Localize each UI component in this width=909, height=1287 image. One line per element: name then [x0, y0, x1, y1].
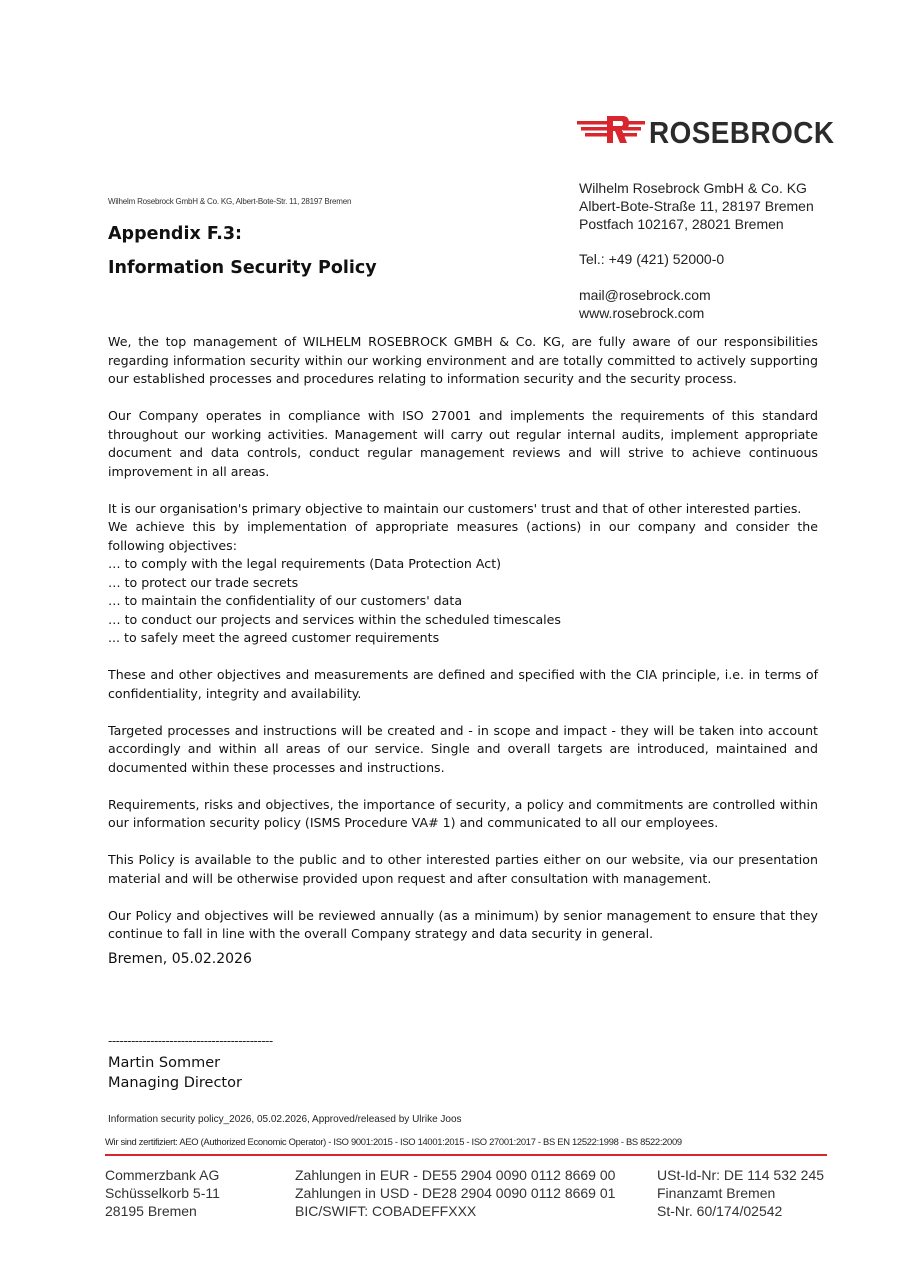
signature-block — [108, 1053, 242, 1093]
footer-bank-street: Schüsselkorb 5-11 — [105, 1185, 220, 1201]
rosebrock-wings-r-icon — [577, 113, 645, 153]
footer-bank — [105, 1166, 220, 1220]
brand-wordmark: ROSEBROCK — [649, 115, 835, 150]
footer-iban-usd: Zahlungen in USD - DE28 2904 0090 0112 8669 01 — [295, 1185, 616, 1201]
paragraph-processes: Targeted processes and instructions will be created and - in scope and impact - they will be taken into account accordingly and within all areas of our service. Single and overall targets are introduced, maintained and documented within these processes and instructions. — [108, 722, 818, 775]
address-street: Albert-Bote-Straße 11, 28197 Bremen — [579, 198, 814, 214]
footer-bic: BIC/SWIFT: COBADEFFXXX — [295, 1203, 477, 1219]
page-title-appendix: Appendix F.3: — [108, 224, 243, 244]
address-block — [579, 179, 814, 322]
objectives-list — [108, 555, 818, 648]
document-reference: Information security policy_2026, 05.02.2026, Approved/released by Ulrike Joos — [108, 1114, 462, 1125]
paragraph-cia: These and other objectives and measurements are defined and specified with the CIA principle, i.e. in terms of confidentiality, integrity and availability. — [108, 667, 818, 701]
footer-divider — [105, 1154, 827, 1156]
footer-bank-city: 28195 Bremen — [105, 1203, 197, 1219]
address-pobox: Postfach 102167, 28021 Bremen — [579, 216, 784, 232]
paragraph-commitment: We, the top management of WILHELM ROSEBROCK GMBH & Co. KG, are fully aware of our responsibilities regarding information security within our working environment and are totally committed to actively supporting our established processes and procedures relating to information security and the security process. — [108, 334, 818, 386]
address-company: Wilhelm Rosebrock GmbH & Co. KG — [579, 180, 807, 196]
paragraph-iso: Our Company operates in compliance with ISO 27001 and implements the requirements of this standard throughout our working activities. Management will carry out regular internal audits, implement appropriate document and data controls, conduct regular management reviews and will strive to achieve continuous improvement in all areas. — [108, 408, 818, 479]
list-item: ... to safely meet the agreed customer requirements — [108, 630, 440, 645]
list-item: … to conduct our projects and services within the scheduled timescales — [108, 611, 561, 627]
footer-tax-number: St-Nr. 60/174/02542 — [657, 1203, 783, 1219]
paragraph-measures: We achieve this by implementation of appropriate measures (actions) in our company and consider the following objectives: — [108, 519, 818, 553]
footer-tax-office: Finanzamt Bremen — [657, 1185, 776, 1201]
policy-body — [108, 333, 818, 944]
footer-tax — [657, 1166, 824, 1220]
footer-vat-id: USt-Id-Nr: DE 114 532 245 — [657, 1167, 825, 1183]
paragraph-requirements: Requirements, risks and objectives, the importance of security, a policy and commitments are controlled within our information security policy (ISMS Procedure VA# 1) and communicated to all our employees. — [108, 796, 818, 830]
sender-line: Wilhelm Rosebrock GmbH & Co. KG, Albert-Bote-Str. 11, 28197 Bremen — [108, 197, 352, 206]
paragraph-review: Our Policy and objectives will be reviewed annually (as a minimum) by senior management to ensure that they continue to fall in line with the overall Company strategy and data security in general. — [108, 907, 818, 941]
date-line: Bremen, 05.02.2026 — [108, 951, 252, 967]
footer-payments — [295, 1166, 615, 1220]
list-item: … to protect our trade secrets — [108, 574, 299, 590]
footer-bank-name: Commerzbank AG — [105, 1167, 220, 1183]
address-web[interactable]: www.rosebrock.com — [579, 305, 705, 321]
footer-iban-eur: Zahlungen in EUR - DE55 2904 0090 0112 8669 00 — [295, 1167, 616, 1183]
paragraph-objective: It is our organisation's primary objective to maintain our customers' trust and that of other interested parties. — [108, 500, 802, 516]
paragraph-availability: This Policy is available to the public and to other interested parties either on our website, via our presentation material and will be otherwise provided upon request and after consultation with management. — [108, 852, 818, 886]
address-phone: Tel.: +49 (421) 52000-0 — [579, 251, 725, 267]
page-title-policy: Information Security Policy — [108, 258, 377, 278]
signatory-role: Managing Director — [108, 1075, 242, 1091]
signatory-name: Martin Sommer — [108, 1055, 221, 1071]
address-email[interactable]: mail@rosebrock.com — [579, 287, 711, 303]
signature-line: ------------------------------------------- — [108, 1034, 273, 1048]
certifications-line: Wir sind zertifiziert: AEO (Authorized Economic Operator) - ISO 9001:2015 - ISO 14001:2015 - ISO 27001:2017 - BS EN 12522:1998 - BS 8522:2009 — [105, 1136, 682, 1147]
list-item: … to comply with the legal requirements (Data Protection Act) — [108, 556, 502, 571]
company-logo — [577, 113, 835, 153]
list-item: … to maintain the confidentiality of our customers' data — [108, 593, 463, 608]
